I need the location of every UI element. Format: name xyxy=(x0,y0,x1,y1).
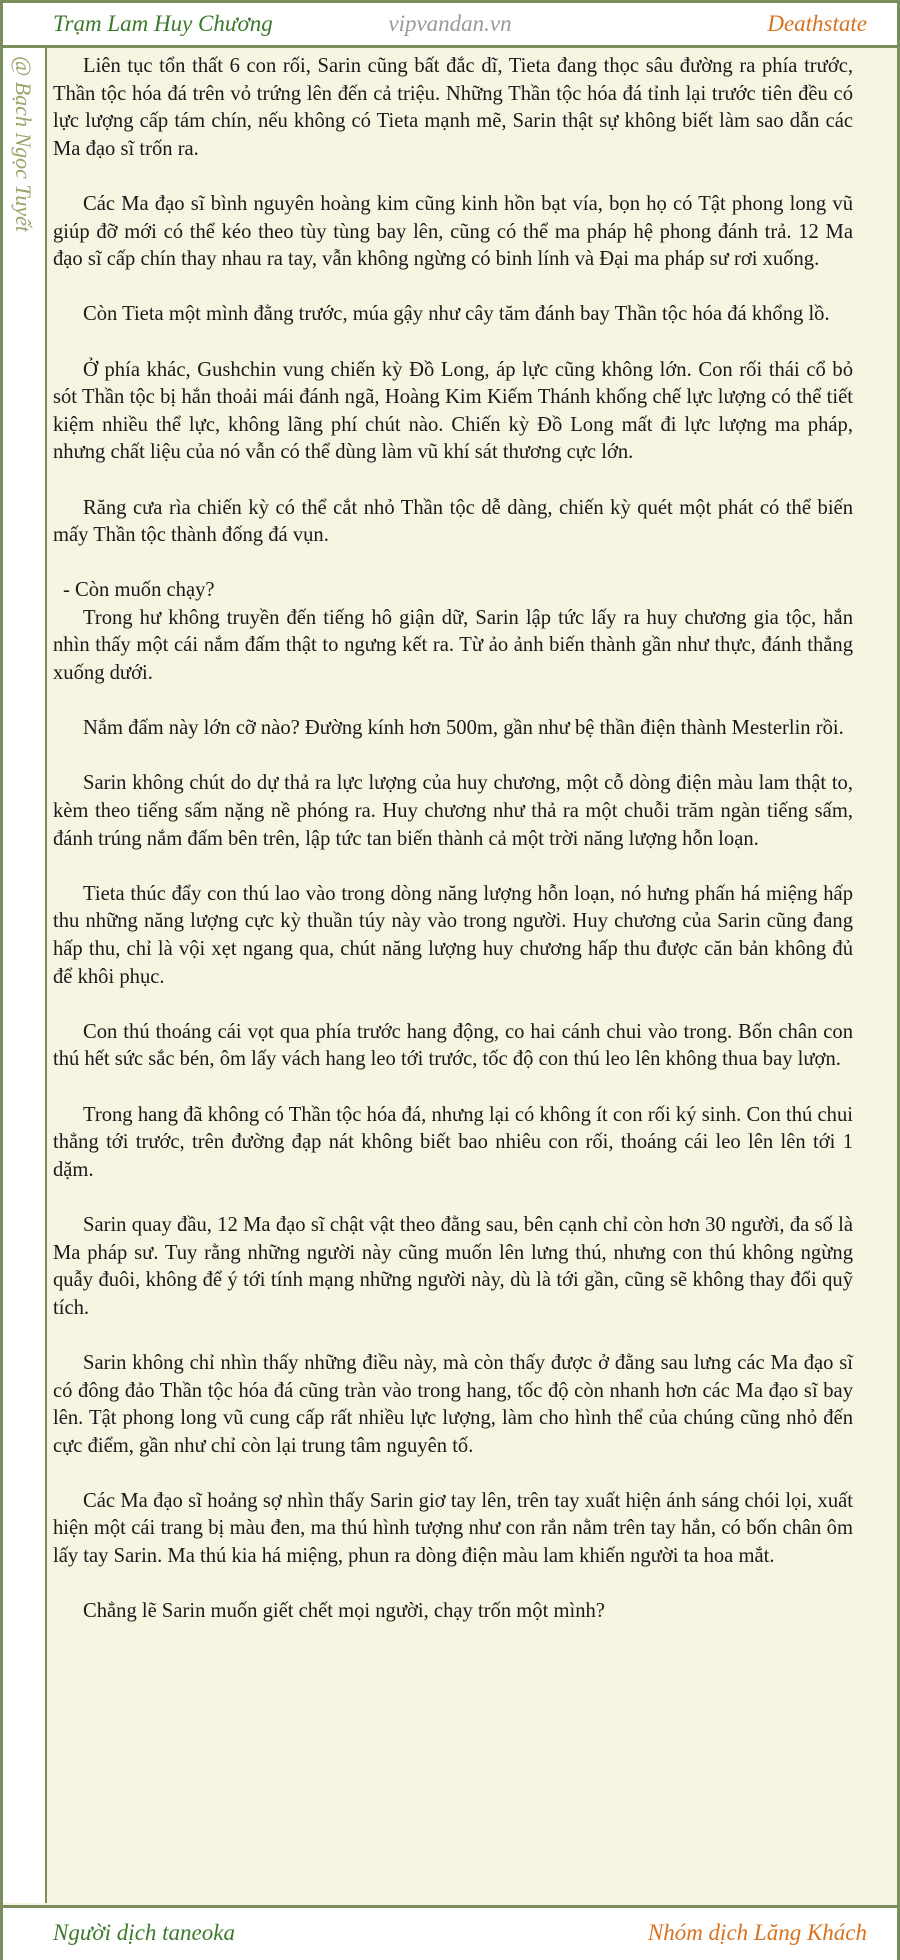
book-title: Deathstate xyxy=(767,11,867,36)
paragraph: Còn Tieta một mình đằng trước, múa gậy như cây tăm đánh bay Thần tộc hóa đá khổng lồ. xyxy=(83,303,830,326)
sidebar-watermark: @ Bạch Ngọc Tuyết xyxy=(11,56,36,233)
paragraph: Nắm đấm này lớn cỡ nào? Đường kính hơn 500m, gần như bệ thần điện thành Mesterlin rồi. xyxy=(83,717,844,740)
sidebar xyxy=(3,48,47,1903)
paragraph: Sarin quay đầu, 12 Ma đạo sĩ chật vật theo đằng sau, bên cạnh chỉ còn hơn 30 người, đa số là Ma pháp sư. Tuy rằng những người này cũng muốn lên lưng thú, nhưng con thú không ngừng quẫy đuôi, không để ý tới tính mạng những người này, dù là tới gần, cũng sẽ không thay đổi quỹ tích. xyxy=(53,1213,853,1319)
paragraph: Ở phía khác, Gushchin vung chiến kỳ Đồ Long, áp lực cũng không lớn. Con rối thái cổ bỏ sót Thần tộc bị hắn thoải mái đánh ngã, Hoàng Kim Kiếm Thánh khống chế lực lượng có thể tiết kiệm nhiều thể lực, không lãng phí chút nào. Chiến kỳ Đồ Long mất đi lực lượng ma pháp, nhưng chất liệu của nó vẫn có thể dùng làm vũ khí sát thương cực lớn. xyxy=(53,358,853,464)
paragraph: Răng cưa rìa chiến kỳ có thể cắt nhỏ Thần tộc dễ dàng, chiến kỳ quét một phát có thể biến mấy Thần tộc thành đống đá vụn. xyxy=(53,496,853,547)
paragraph: Liên tục tổn thất 6 con rối, Sarin cũng bất đắc dĩ, Tieta đang thọc sâu đường ra phía trước, Thần tộc hóa đá trên vỏ trứng lên đến cả triệu. Những Thần tộc hóa đá tỉnh lại trước tiên đều có lực lượng cấp tám chín, nếu không có Tieta mạnh mẽ, Sarin thật sự không biết làm sao dẫn các Ma đạo sĩ trốn ra. xyxy=(53,55,853,160)
paragraph: Chẳng lẽ Sarin muốn giết chết mọi người, chạy trốn một mình? xyxy=(83,1600,605,1623)
paragraph: Các Ma đạo sĩ bình nguyên hoàng kim cũng kinh hồn bạt vía, bọn họ có Tật phong long vũ giúp đỡ mới có thể kéo theo tùy tùng bay lên, cũng có thể ma pháp hệ phong đánh trả. 12 Ma đạo sĩ cấp chín thay nhau ra tay, vẫn không ngừng có binh lính và Đại ma pháp sư rơi xuống. xyxy=(53,192,853,271)
paragraph: Trong hư không truyền đến tiếng hô giận dữ, Sarin lập tức lấy ra huy chương gia tộc, hắn nhìn thấy một cái nắm đấm thật to ngưng kết ra. Từ ảo ảnh biến thành gần như thực, đánh thẳng xuống dưới. xyxy=(53,606,853,685)
site-url: vipvandan.vn xyxy=(388,11,512,36)
site-name: Trạm Lam Huy Chương xyxy=(53,11,273,36)
paragraph: Sarin không chút do dự thả ra lực lượng của huy chương, một cỗ dòng điện màu lam thật to, kèm theo tiếng sấm nặng nề phóng ra. Huy chương như thả ra một chuỗi trăm ngàn tiếng sấm, đánh trúng nắm đấm bên trên, lập tức tan biến thành cả một trời năng lượng hỗn loạn. xyxy=(53,772,853,850)
page-footer xyxy=(3,1905,897,1960)
page-header xyxy=(3,3,897,48)
group-credit: Nhóm dịch Lăng Khách xyxy=(647,1920,867,1945)
paragraph: Trong hang đã không có Thần tộc hóa đá, nhưng lại có không ít con rối ký sinh. Con thú chui thẳng tới trước, trên đường đạp nát không biết bao nhiêu con rối, thoáng cái leo lên lên tới 1 dặm. xyxy=(53,1103,853,1181)
paragraph: Các Ma đạo sĩ hoảng sợ nhìn thấy Sarin giơ tay lên, trên tay xuất hiện ánh sáng chói lọi, xuất hiện một cái trang bị màu đen, ma thú hình tượng như con rắn nằm trên tay hắn, có bốn chân ôm lấy tay Sarin. Ma thú kia há miệng, phun ra dòng điện màu lam khiến người ta hoa mắt. xyxy=(53,1489,853,1568)
paragraph: Tieta thúc đẩy con thú lao vào trong dòng năng lượng hỗn loạn, nó hưng phấn há miệng hấp thu những năng lượng cực kỳ thuần túy này vào trong người. Huy chương của Sarin cũng đang hấp thu, chỉ là vội xẹt ngang qua, chút năng lượng huy chương hấp thu được căn bản không đủ để khôi phục. xyxy=(53,882,853,988)
dialogue-line: - Còn muốn chạy? xyxy=(63,579,215,602)
paragraph: Sarin không chỉ nhìn thấy những điều này, mà còn thấy được ở đằng sau lưng các Ma đạo sĩ có đông đảo Thần tộc hóa đá cũng tràn vào trong hang, tốc độ còn nhanh hơn các Ma đạo sĩ bay lên. Tật phong long vũ cung cấp rất nhiều lực lượng, làm cho hình thể của chúng cũng nhỏ đến cực điểm, gần như chỉ còn lại trung tâm nguyên tố. xyxy=(53,1351,853,1457)
translator-credit: Người dịch taneoka xyxy=(53,1920,235,1945)
paragraph: Con thú thoáng cái vọt qua phía trước hang động, co hai cánh chui vào trong. Bốn chân con thú hết sức sắc bén, ôm lấy vách hang leo tới trước, tốc độ con thú leo lên không thua bay lượn. xyxy=(53,1020,853,1071)
chapter-text xyxy=(53,53,853,1653)
